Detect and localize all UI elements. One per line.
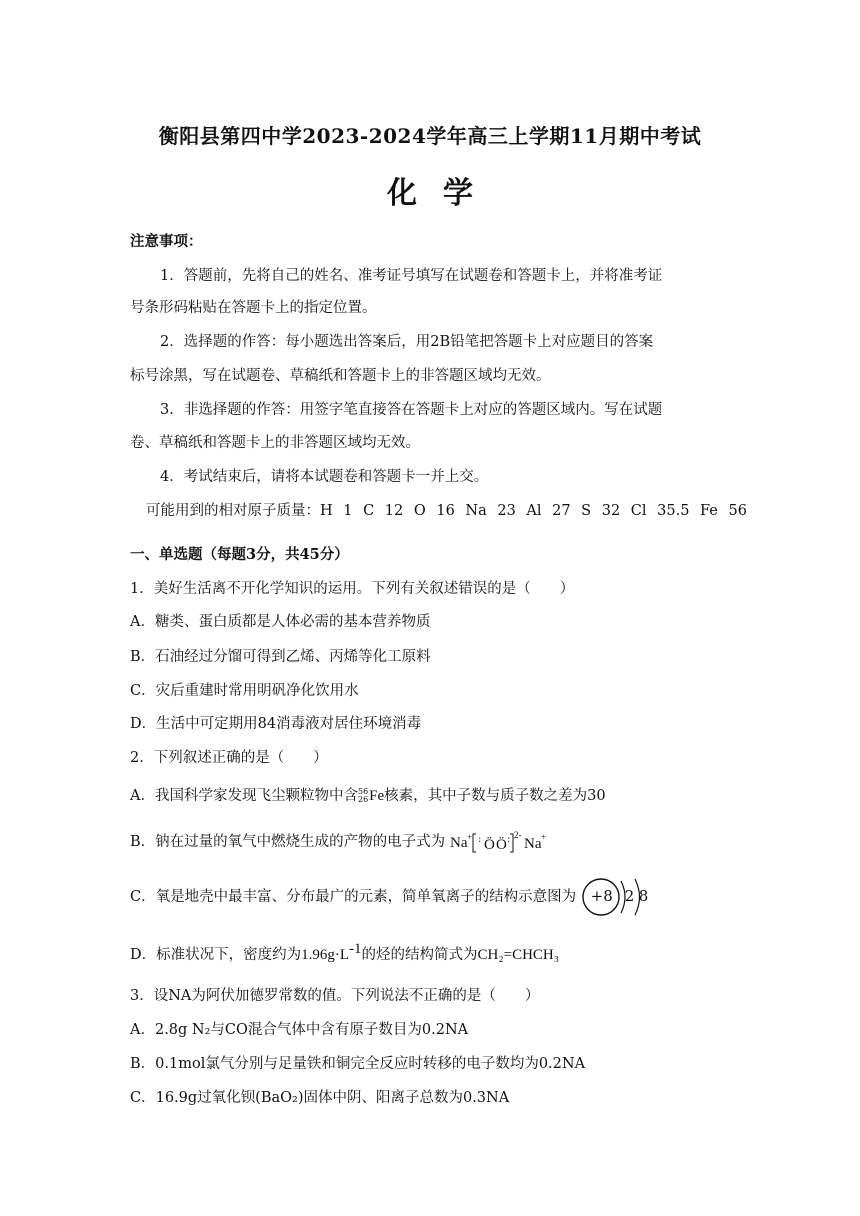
notice-item-2a: 2．选择题的作答：每小题选出答案后，用2B铅笔把答题卡上对应题目的答案 [160, 334, 654, 350]
q2-d-text-pre: D．标准状况下，密度约为 [130, 946, 302, 963]
notice-item-1b: 号条形码粘贴在答题卡上的指定位置。 [130, 300, 377, 316]
svg-text:Ö: Ö [495, 837, 507, 853]
svg-text::: : [506, 834, 511, 845]
q3-option-c: C．16.9g过氧化钡(BaO₂)固体中阴、阳离子总数为0.3NA [130, 1090, 510, 1106]
q2-option-b [130, 828, 730, 856]
svg-text:2-: 2- [513, 830, 522, 840]
nuclide-notation [358, 788, 368, 804]
notice-item-1a: 1．答题前，先将自己的姓名、准考证号填写在试题卷和答题卡上，并将准考证 [160, 268, 663, 284]
q1-option-d: D．生活中可定期用84消毒液对居住环境消毒 [130, 716, 422, 732]
q2-option-d [130, 941, 730, 964]
svg-text::: : [477, 834, 482, 845]
atomic-number: 26 [357, 795, 369, 804]
svg-text:Ö: Ö [483, 837, 495, 853]
nucleus-charge: +8 [590, 887, 613, 905]
q3-option-a: A．2.8g N₂与CO混合气体中含有原子数目为0.2NA [130, 1022, 469, 1038]
q2-option-a [130, 784, 730, 805]
q2-c-text: C．氧是地壳中最丰富、分布最广的元素，简单氧离子的结构示意图为 [130, 889, 577, 905]
density-exponent: -1 [349, 941, 362, 957]
q2-b-text: B．钠在过量的氧气中燃烧生成的产物的电子式为 [130, 834, 446, 850]
electron-formula-diagram [450, 828, 550, 856]
q3-stem: 3．设NA为阿伏加德罗常数的值。下列说法不正确的是（ ） [130, 988, 540, 1004]
atomic-masses: 可能用到的相对原子质量：H 1 C 12 O 16 Na 23 Al 27 S 32 Cl 35.5 Fe 56 [146, 503, 747, 519]
shell-1-electrons: 2 [624, 887, 635, 905]
section-heading: 一、单选题（每题3分，共45分） [130, 546, 349, 563]
exam-title: 衡阳县第四中学2023-2024学年高三上学期11月期中考试 [158, 124, 702, 148]
svg-text:+: + [540, 832, 546, 842]
mass-number: 56 [357, 787, 369, 796]
q2-a-text-post: 核素，其中子数与质子数之差为30 [384, 788, 606, 804]
shell-2-electrons: 8 [638, 887, 649, 905]
structural-formula: CH₂=CHCH₃ [477, 946, 559, 963]
q1-option-c: C．灾后重建时常用明矾净化饮用水 [130, 683, 359, 699]
svg-text:+: + [466, 832, 472, 842]
svg-text:Na: Na [523, 836, 542, 852]
q1-option-a: A．糖类、蛋白质都是人体必需的基本营养物质 [130, 614, 431, 630]
svg-text:Na: Na [449, 835, 468, 851]
q1-option-b: B．石油经过分馏可得到乙烯、丙烯等化工原料 [130, 649, 431, 665]
q2-d-text-mid: 的烃的结构简式为 [361, 946, 478, 963]
notice-item-4: 4．考试结束后，请将本试题卷和答题卡一并上交。 [160, 469, 489, 485]
q2-stem: 2．下列叙述正确的是（ ） [130, 750, 328, 766]
q2-a-text-pre: A．我国科学家发现飞尘颗粒物中含 [130, 788, 358, 804]
oxygen-ion-diagram [581, 872, 657, 922]
q3-option-b: B．0.1mol氯气分别与足量铁和铜完全反应时转移的电子数均为0.2NA [130, 1056, 586, 1072]
notice-item-3b: 卷、草稿纸和答题卡上的非答题区域均无效。 [130, 435, 420, 451]
density-value: 1.96g·L [301, 946, 350, 963]
notice-item-2b: 标号涂黑，写在试题卷、草稿纸和答题卡上的非答题区域均无效。 [130, 368, 551, 384]
notice-item-3a: 3．非选择题的作答：用签字笔直接答在答题卡上对应的答题区域内。写在试题 [160, 402, 663, 418]
q1-stem: 1．美好生活离不开化学知识的运用。下列有关叙述错误的是（ ） [130, 581, 575, 597]
subject-title: 化学 [387, 176, 499, 211]
element-symbol: Fe [369, 788, 385, 804]
q2-option-c [130, 872, 730, 922]
notice-heading: 注意事项： [130, 233, 203, 250]
